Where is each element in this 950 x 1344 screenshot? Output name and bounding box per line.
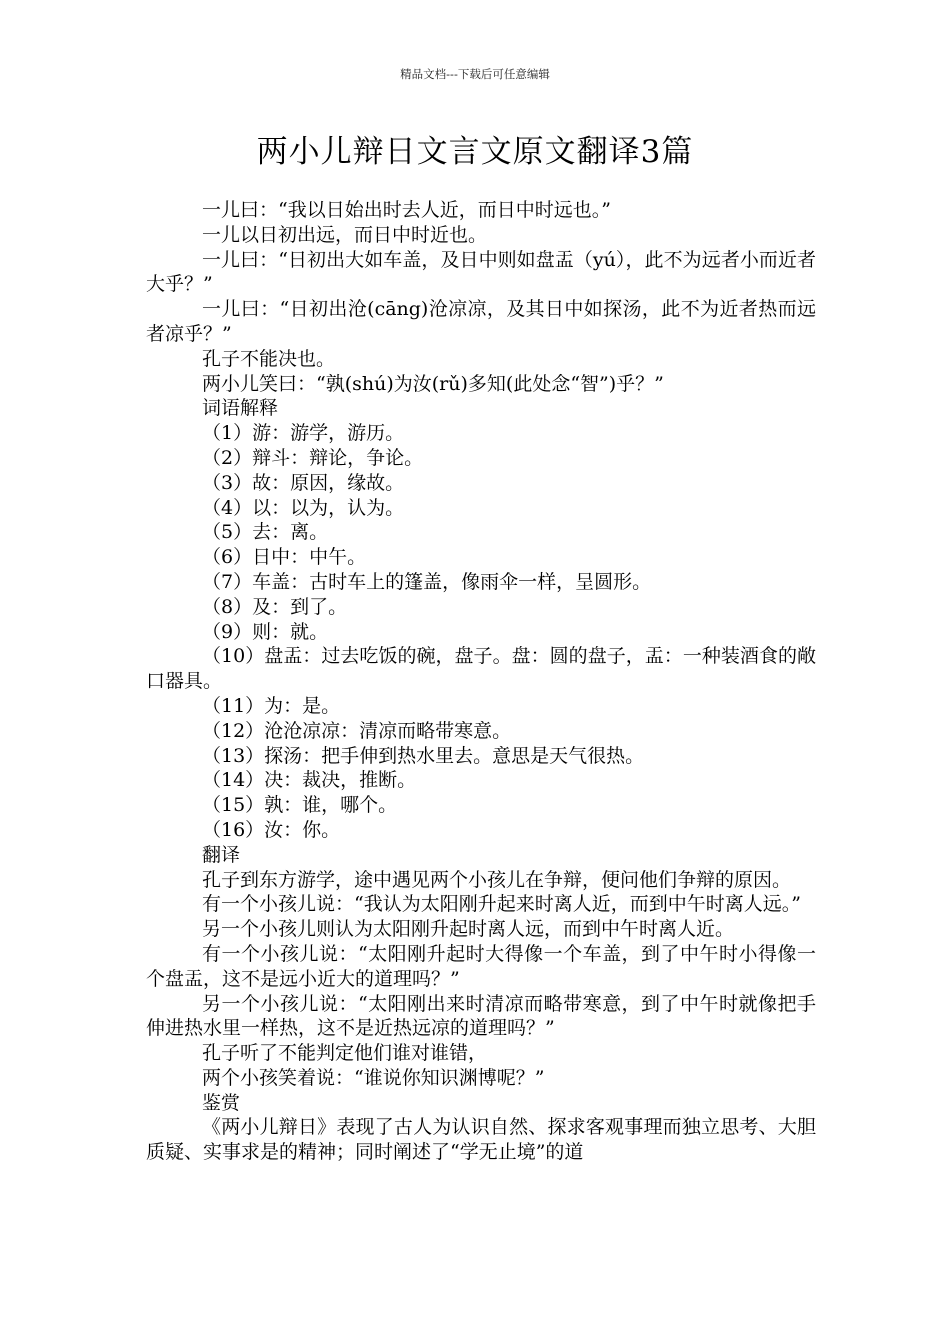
paragraph: 一儿以日初出远，而日中时近也。 [202, 223, 488, 246]
paragraph: 另一个小孩儿说：“太阳刚出来时清凉而略带寒意，到了中午时就像把手伸进热水里一样热，这不是近热远凉的道理吗？” [146, 992, 816, 1040]
section-heading: 翻译 [202, 843, 241, 866]
glossary-item: （3）故：原因，缘故。 [202, 471, 405, 494]
glossary-item: （2）辩斗：辩论，争论。 [202, 446, 424, 469]
paragraph: 孔子到东方游学，途中遇见两个小孩儿在争辩，便问他们争辩的原因。 [202, 868, 792, 891]
glossary-item: （5）去：离。 [202, 521, 329, 544]
section-heading: 词语解释 [202, 397, 279, 420]
paragraph: 有一个小孩儿说：“我认为太阳刚升起来时离人近，而到中午时离人远。” [202, 893, 801, 916]
paragraph: 孔子不能决也。 [202, 347, 336, 370]
glossary-item: （7）车盖：古时车上的篷盖，像雨伞一样，呈圆形。 [202, 570, 652, 593]
paragraph: 另一个小孩儿则认为太阳刚升起时离人远，而到中午时离人近。 [202, 918, 735, 941]
glossary-item: （15）孰：谁，哪个。 [202, 794, 398, 817]
glossary-item: （14）决：裁决，推断。 [202, 769, 417, 792]
paragraph: 孔子听了不能判定他们谁对谁错， [202, 1042, 488, 1065]
glossary-item: （12）沧沧凉凉：清凉而略带寒意。 [202, 719, 512, 742]
glossary-item: （9）则：就。 [202, 620, 329, 643]
glossary-item: （16）汝：你。 [202, 818, 341, 841]
paragraph: 《两小儿辩日》表现了古人为认识自然、探求客观事理而独立思考、大胆质疑、实事求是的精神；同时阐述了“学无止境”的道 [146, 1116, 816, 1164]
glossary-item: （1）游：游学，游历。 [202, 422, 405, 445]
paragraph: 两小儿笑曰：“孰(shú)为汝(rǔ)多知(此处念“智”)乎？” [202, 372, 664, 395]
paragraph: 有一个小孩儿说：“太阳刚升起时大得像一个车盖，到了中午时小得像一个盘盂，这不是远小近大的道理吗？” [146, 942, 816, 990]
paragraph: 一儿曰：“日初出沧(cāng)沧凉凉，及其日中如探汤，此不为近者热而远者凉乎？” [146, 298, 816, 345]
glossary-item: （6）日中：中午。 [202, 546, 367, 569]
glossary-item: （13）探汤：把手伸到热水里去。意思是天气很热。 [202, 744, 645, 767]
document-body [146, 198, 816, 1165]
document-title: 两小儿辩日文言文原文翻译3篇 [256, 134, 694, 170]
glossary-item: （10）盘盂：过去吃饭的碗，盘子。盘：圆的盘子，盂：一种装酒食的敞口器具。 [146, 645, 816, 693]
glossary-item: （8）及：到了。 [202, 595, 348, 618]
paragraph: 一儿曰：“日初出大如车盖，及日中则如盘盂（yú），此不为远者小而近者大乎？” [146, 248, 816, 296]
header-note: 精品文档---下载后可任意编辑 [400, 67, 550, 81]
glossary-item: （11）为：是。 [202, 694, 341, 717]
paragraph: 两个小孩笑着说：“谁说你知识渊博呢？” [202, 1066, 545, 1089]
paragraph: 一儿曰：“我以日始出时去人近，而日中时远也。” [202, 199, 611, 221]
glossary-item: （4）以：以为，认为。 [202, 496, 405, 519]
section-heading: 鉴赏 [202, 1091, 241, 1114]
